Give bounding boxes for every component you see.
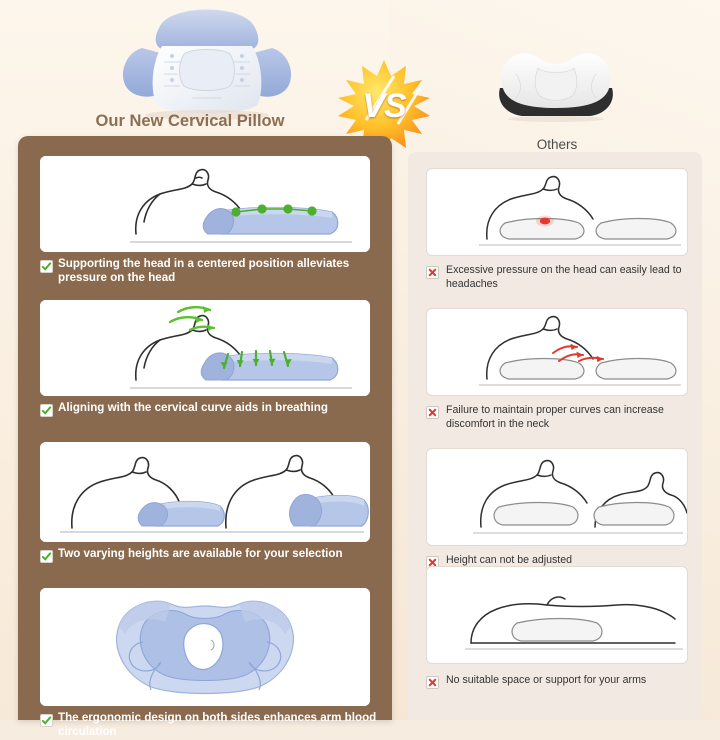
right-column-title: Others	[536, 137, 578, 152]
left-illustration-1	[40, 156, 370, 252]
ordinary-pillow-image	[492, 44, 620, 122]
x-icon-1	[426, 266, 439, 279]
cervical-pillow-image	[112, 2, 302, 120]
left-benefit-label-4: The ergonomic design on both sides enhances arm blood circulation	[58, 711, 377, 739]
right-drawback-label-3: Height can not be adjusted	[446, 554, 573, 566]
x-icon-2	[426, 406, 439, 419]
check-icon-2	[40, 404, 53, 417]
left-illustration-4	[40, 588, 370, 706]
right-drawback-label-2: Failure to maintain proper curves can increase discomfort in the neck	[446, 404, 664, 430]
x-icon-4	[426, 676, 439, 689]
right-illustration-1	[426, 168, 688, 256]
check-icon-4	[40, 714, 53, 727]
left-illustration-2	[40, 300, 370, 396]
right-illustration-4	[426, 566, 688, 664]
our-pillow-panel	[18, 136, 392, 739]
right-drawback-label-1: Excessive pressure on the head can easily lead to headaches	[446, 264, 682, 290]
right-drawback-label-4: No suitable space or support for your arms	[446, 674, 647, 686]
other-pillows-panel	[408, 152, 702, 720]
right-illustration-2	[426, 308, 688, 396]
product-comparison-header	[0, 0, 720, 150]
right-illustration-3	[426, 448, 688, 546]
check-icon-3	[40, 550, 53, 563]
left-column-title: Our New Cervical Pillow	[95, 112, 285, 130]
left-illustration-3	[40, 442, 370, 542]
check-icon-1	[40, 260, 53, 273]
left-benefit-label-1: Supporting the head in a centered position alleviates pressure on the head	[58, 257, 350, 285]
left-benefit-label-2: Aligning with the cervical curve aids in breathing	[58, 401, 328, 414]
left-benefit-label-3: Two varying heights are available for your selection	[58, 547, 343, 560]
vs-label: VS	[362, 86, 406, 125]
